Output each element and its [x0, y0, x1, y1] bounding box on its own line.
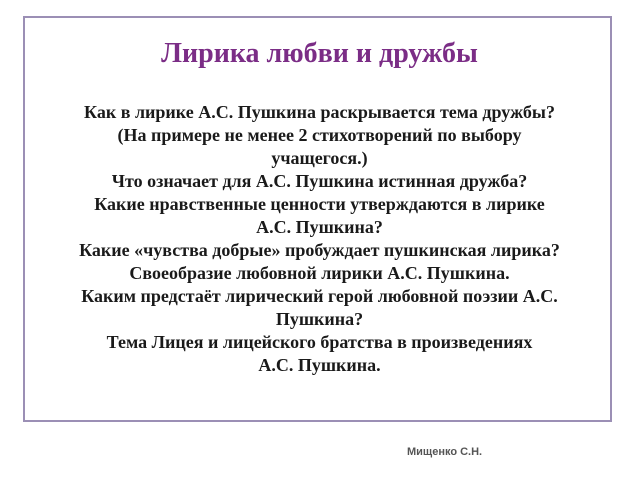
- question-line: учащегося.): [271, 148, 368, 168]
- question-line: Каким предстаёт лирический герой любовной поэзии А.С.: [81, 286, 558, 306]
- author-credit: Мищенко С.Н.: [407, 446, 483, 458]
- slide-frame: [23, 16, 612, 422]
- slide-title: Лирика любви и дружбы: [161, 38, 478, 69]
- question-line: А.С. Пушкина?: [256, 217, 383, 237]
- question-line: Что означает для А.С. Пушкина истинная дружба?: [111, 171, 528, 191]
- question-line: Своеобразие любовной лирики А.С. Пушкина.: [129, 263, 510, 283]
- question-line: Как в лирике А.С. Пушкина раскрывается тема дружбы?: [84, 102, 555, 122]
- question-line: А.С. Пушкина.: [258, 355, 381, 375]
- question-line: Пушкина?: [275, 309, 364, 329]
- question-line: Какие «чувства добрые» пробуждает пушкинская лирика?: [79, 240, 560, 260]
- question-line: (На примере не менее 2 стихотворений по выбору: [117, 125, 522, 145]
- question-line: Какие нравственные ценности утверждаются в лирике: [94, 194, 545, 214]
- question-line: Тема Лицея и лицейского братства в произведениях: [106, 332, 533, 352]
- question-list: [5, 101, 634, 377]
